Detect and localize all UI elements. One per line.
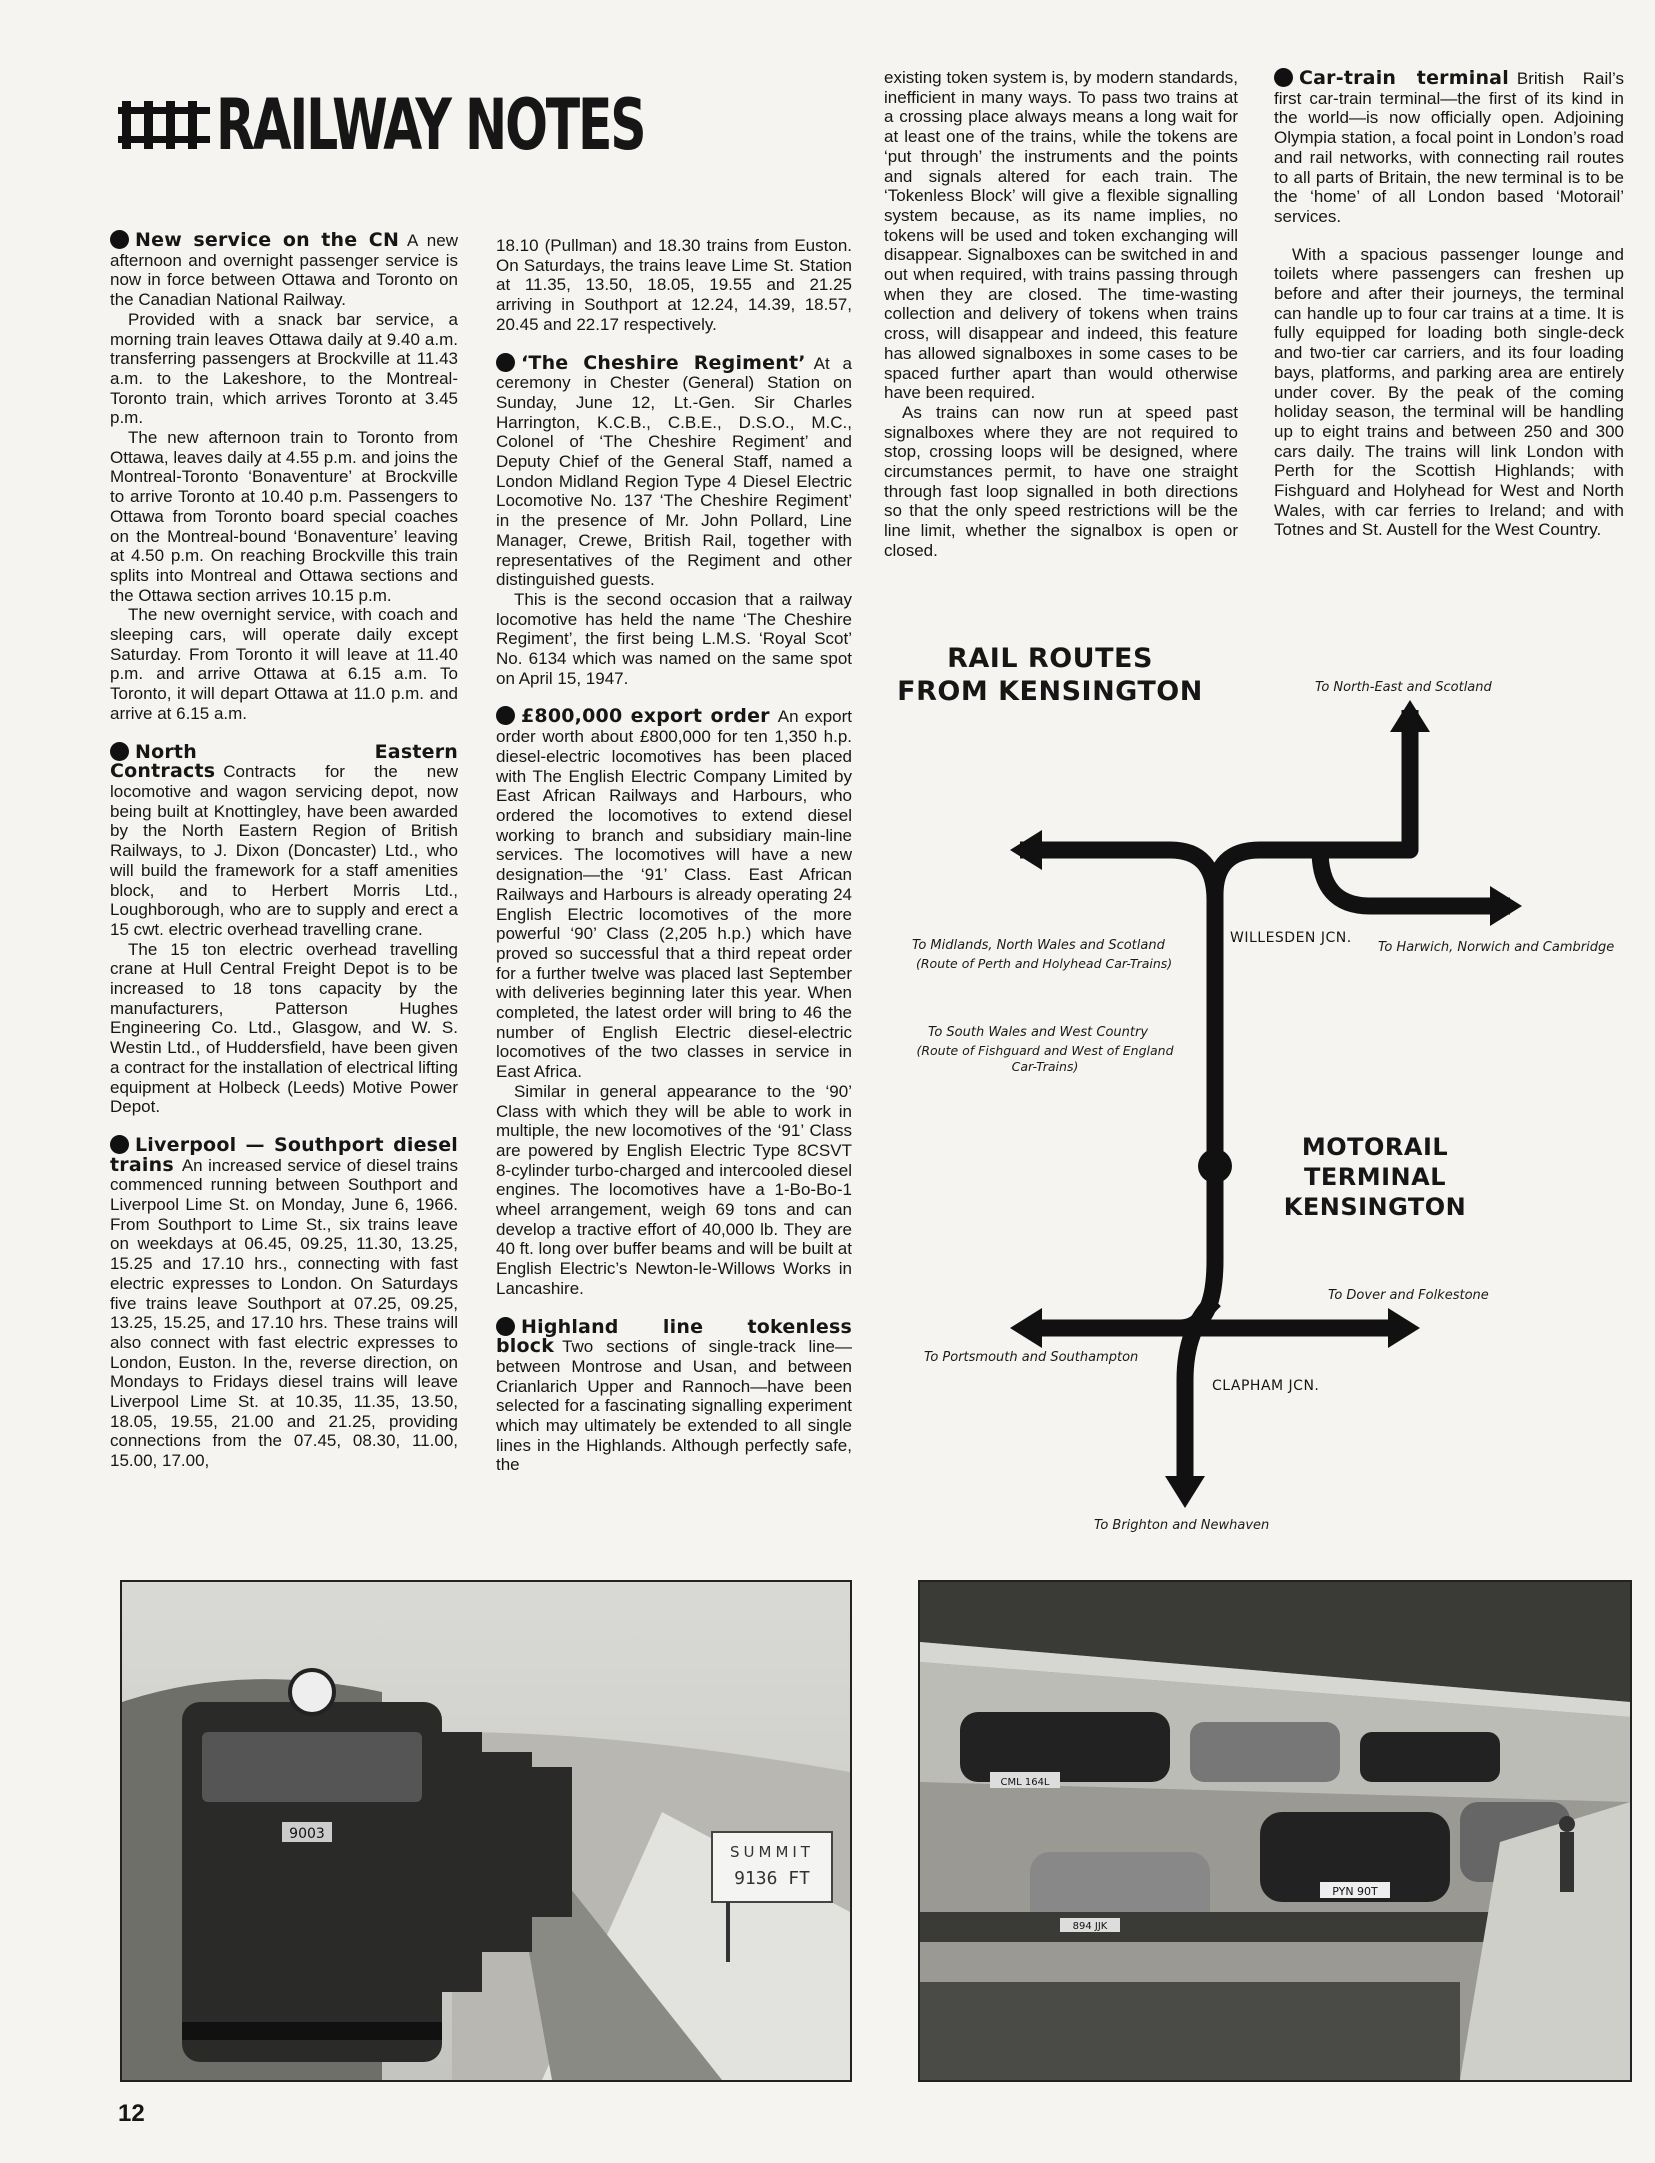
article-heading: £800,000 export order — [521, 705, 770, 728]
plate-1: PYN 90T — [1332, 1885, 1378, 1898]
paragraph: A new afternoon and overnight passenger service is now in force between Ottawa and Toronto on the Canadian National Railway. — [110, 231, 458, 310]
rail-route-map — [880, 620, 1640, 1540]
terminal-label-line-2: KENSINGTON — [1283, 1193, 1467, 1221]
label-clapham: CLAPHAM JCN. — [1212, 1378, 1320, 1394]
paragraph: With a spacious passenger lounge and toilets where passengers can freshen up before and after their journeys, the terminal can handle up to four car trains at a time. It is fully equipped for loading both single-deck and two-tier car carriers, and its four loading bays, platforms, and parking area are entirely under cover. By the peak of the coming holiday season, the terminal will be handling up to eight trains and between 250 and 300 cars daily. The trains will link London with Perth for the Scottish Highlands; with Fishguard and Holyhead for West and North Wales, with car ferries to Ireland; and with Totnes and St. Austell for the West Country. — [1274, 244, 1624, 540]
summit-sign-line-2: 9136 FT — [734, 1868, 810, 1889]
trunk-south-line — [1180, 1060, 1215, 1328]
rail-track-icon — [118, 97, 210, 153]
route-lines — [880, 620, 1640, 1540]
article-heading: North Eastern Contracts — [110, 740, 458, 783]
plate-3: 894 JJK — [1072, 1921, 1108, 1932]
label-south-wales-sub-line-1: (Route of Fishguard and West of England — [916, 1043, 1174, 1058]
bullet-icon — [110, 1135, 129, 1154]
label-dover: To Dover and Folkestone — [1328, 1288, 1489, 1303]
arrow-southwest-icon — [1010, 1308, 1042, 1348]
paragraph: As trains can now run at speed past signalboxes where they are not required to stop, crossing loops will be designed, where circumstances permit, to have one straight through fast loop signalled in both directions so that the only speed restrictions will be the line limit, whether the signalbox is open or closed. — [884, 402, 1238, 560]
article-heading: New service on the CN — [135, 229, 400, 251]
paragraph: existing token system is, by modern standards, inefficient in many ways. To pass two trains at a crossing place always means a long wait for at least one of the trains, while the tokens are ‘put through’ the instruments and the points and signals altered for each train. The ‘Tokenless Block’ will give a flexible signalling system because, as its name implies, no tokens will be used and token exchanging will disappear. Signalboxes can be switched in and out when required, with trains passing through when they are closed. The time-wasting collection and delivery of tokens when trains cross, will disappear and indeed, this feature has allowed signalboxes in some cases to be spaced further apart than would otherwise have been required. — [884, 68, 1238, 403]
paragraph: British Rail’s first car-train terminal—the first of its kind in the world—is now officially open. Adjoining Olympia station, a focal point in London’s road and rail networks, with connecting rail routes to all parts of Britain, the new terminal is to be the ‘home’ of all London based ‘Motorail’ services. — [1274, 69, 1624, 226]
paragraph: The new afternoon train to Toronto from Ottawa, leaves daily at 4.55 p.m. and joins the Montreal-Toronto ‘Bonaventure’ at Brockville to arrive Toronto at 10.40 p.m. Passengers to Ottawa from Toronto board special coaches on the Montreal-bound ‘Bonaventure’ leaving at 4.50 p.m. On reaching Brockville this train splits into Montreal and Ottawa sections and the Ottawa section arrives 10.15 p.m. — [110, 428, 458, 605]
article-north-eastern — [110, 742, 458, 1117]
arrow-west-icon — [1010, 830, 1042, 870]
map-title-line-2: FROM KENSINGTON — [897, 676, 1203, 707]
locomotive-image — [122, 1582, 850, 2080]
article-heading: Liverpool — Southport diesel trains — [110, 1133, 458, 1176]
column-4 — [1274, 68, 1624, 558]
article-heading: ‘The Cheshire Regiment’ — [521, 351, 806, 374]
paragraph: The 15 ton electric overhead travelling crane at Hull Central Freight Depot is to be increased to 18 tons capacity by the manufacturers, Patterson Hughes Engineering Co. Ltd., Glasgow, and W. S. Westin Ltd., of Huddersfield, have been given a contract for the installation of electrical lifting equipment at Holbeck (Leeds) Motive Power Depot. — [110, 939, 458, 1117]
paragraph: Provided with a snack bar service, a morning train leaves Ottawa daily at 9.40 a.m. transferring passengers at Brockville at 11.43 a.m. to the Lakeshore, to the Montreal-Toronto train, which arrives Toronto at 3.45 p.m. — [110, 309, 458, 428]
bullet-icon — [110, 230, 129, 249]
arrow-south-icon — [1165, 1476, 1205, 1508]
terminal-dot-icon — [1198, 1149, 1232, 1183]
summit-sign-line-1: SUMMIT — [730, 1843, 814, 1861]
bullet-icon — [496, 353, 515, 372]
plate-2: CML 164L — [1000, 1777, 1050, 1788]
page-title: RAILWAY NOTES — [216, 84, 645, 166]
label-willesden: WILLESDEN JCN. — [1230, 930, 1352, 946]
page-number: 12 — [118, 2100, 145, 2127]
paragraph: This is the second occasion that a railway locomotive has held the name ‘The Cheshire Regiment’, the first being L.M.S. ‘Royal Scot’ No. 6134 which was named on the same spot on April 15, 1947. — [496, 589, 852, 688]
label-harwich: To Harwich, Norwich and Cambridge — [1378, 940, 1615, 955]
article-liverpool — [110, 1135, 458, 1471]
label-midlands-sub: (Route of Perth and Holyhead Car-Trains) — [916, 956, 1173, 971]
paragraph: 18.10 (Pullman) and 18.30 trains from Euston. On Saturdays, the trains leave Lime St. Station at 11.35, 13.50, 18.05, 19.55 and 21.25 arriving in Southport at 12.24, 14.39, 18.57, 20.45 and 22.17 respectively. — [496, 236, 852, 334]
arrow-southeast-icon — [1388, 1308, 1420, 1348]
column-1 — [110, 230, 458, 1489]
label-midlands: To Midlands, North Wales and Scotland — [912, 938, 1165, 953]
article-liverpool-continued — [496, 236, 852, 335]
paragraph: Two sections of single-track line—between Montrose and Usan, and between Crianlarich Upper and Rannoch—have been selected for a fascinating signalling experiment which may ultimately be extended to all single lines in the Highlands. Although perfectly safe, the — [496, 1337, 852, 1475]
article-car-train — [1274, 68, 1624, 540]
arrow-east-icon — [1490, 886, 1522, 926]
paragraph: Similar in general appearance to the ‘90’ Class with which they will be able to work in multiple, the new locomotives of the ‘91’ Class are powered by English Electric Type 8CSVT 8-cylinder turbo-charged and intercooled diesel engines. The locomotives have a 1-Bo-Bo-1 wheel arrangement, weigh 69 tons and can develop a tractive effort of 40,000 lb. They are 40 ft. long over buffer beams and will be built at English Electric’s Newton-le-Willows Works in Lancashire. — [496, 1081, 852, 1298]
masthead — [118, 84, 645, 166]
article-heading: Car-train terminal — [1299, 67, 1509, 89]
article-export — [496, 706, 852, 1298]
arrow-north-icon — [1390, 700, 1430, 732]
label-south-wales-sub-line-2: Car-Trains) — [1011, 1059, 1079, 1074]
bullet-icon — [1274, 68, 1293, 87]
terminal-label-line-1: MOTORAIL TERMINAL — [1301, 1133, 1449, 1191]
label-brighton: To Brighton and Newhaven — [1094, 1518, 1270, 1533]
bullet-icon — [496, 1317, 515, 1336]
paragraph: The new overnight service, with coach and sleeping cars, will operate daily except Saturday. From Toronto it will leave at 11.40 p.m. and arrive Ottawa at 6.15 a.m. To Toronto, it will depart Ottawa at 11.0 p.m. and arrive at 6.15 a.m. — [110, 605, 458, 723]
label-north: To North-East and Scotland — [1315, 680, 1492, 695]
article-highland — [496, 1317, 852, 1476]
photo-car-terminal — [918, 1580, 1632, 2082]
terminal-label — [1235, 1132, 1515, 1222]
photo-locomotive — [120, 1580, 852, 2082]
column-3 — [884, 68, 1238, 579]
article-cn — [110, 230, 458, 724]
label-south-wales-sub — [910, 1043, 1180, 1075]
bullet-icon — [496, 706, 515, 725]
article-heading: Highland line tokenless block — [496, 1315, 852, 1358]
label-portsmouth: To Portsmouth and Southampton — [924, 1350, 1139, 1365]
map-title — [880, 642, 1220, 708]
car-terminal-image — [920, 1582, 1630, 2080]
midlands-line — [1020, 850, 1215, 900]
label-south-wales: To South Wales and West Country — [928, 1025, 1149, 1040]
article-highland-continued — [884, 68, 1238, 561]
loco-number: 9003 — [289, 1826, 325, 1842]
bullet-icon — [110, 742, 129, 761]
paragraph: Contracts for the new locomotive and wagon servicing depot, now being built at Knottingley, have been awarded by the North Eastern Region of British Railways, to J. Dixon (Doncaster) Ltd., who will build the framework for a staff amenities block, and to Herbert Morris Ltd., Loughborough, who are to supply and erect a 15 cwt. electric overhead travelling crane. — [110, 762, 458, 939]
paragraph: An export order worth about £800,000 for ten 1,350 h.p. diesel-electric locomotives has been placed with The English Electric Company Limited by East African Railways and Harbours, who ordered the locomotives to extend diesel working to branch and subsidiary main-line services. The locomotives will have a new designation—the ‘91’ Class. East African Railways and Harbours is already operating 24 English Electric locomotives of the more powerful ‘90’ Class (2,205 h.p.) which have proved so successful that a third repeat order for a further twelve was placed last September with deliveries beginning later this year. When completed, the latest order will bring to 46 the number of English Electric diesel-electric locomotives of the two classes in service in East Africa. — [496, 707, 853, 1082]
paragraph: At a ceremony in Chester (General) Station on Sunday, June 12, Lt.-Gen. Sir Charles Harrington, K.C.B., C.B.E., D.S.O., M.C., Colonel of ‘The Cheshire Regiment’ and Deputy Chief of the General Staff, named a London Midland Region Type 4 Diesel Electric Locomotive No. 137 ‘The Cheshire Regiment’ in the presence of Mr. John Pollard, Line Manager, Crewe, British Rail, together with representatives of the Regiment and other distinguished guests. — [496, 353, 852, 590]
paragraph: An increased service of diesel trains commenced running between Southport and Liverpool Lime St. on Monday, June 6, 1966. From Southport to Lime St., six trains leave on weekdays at 06.45, 09.25, 11.30, 13.25, 15.25 and 17.10 hrs., connecting with fast electric expresses to London. On Saturdays five trains leave Southport at 07.25, 09.25, 13.25, 15.25, and 17.10 hrs. These trains will also connect with fast electric expresses to London, Euston. In the, reverse direction, on Mondays to Fridays diesel trains will leave Liverpool Lime St. at 10.35, 11.35, 13.50, 18.05, 19.55, 21.00 and 21.25, providing connections from the 07.45, 08.30, 11.00, 15.00, 17.00, — [110, 1155, 458, 1471]
column-2 — [496, 236, 852, 1493]
trunk-north-line — [1215, 710, 1410, 1060]
article-cheshire — [496, 353, 852, 689]
map-title-line-1: RAIL ROUTES — [947, 643, 1153, 674]
